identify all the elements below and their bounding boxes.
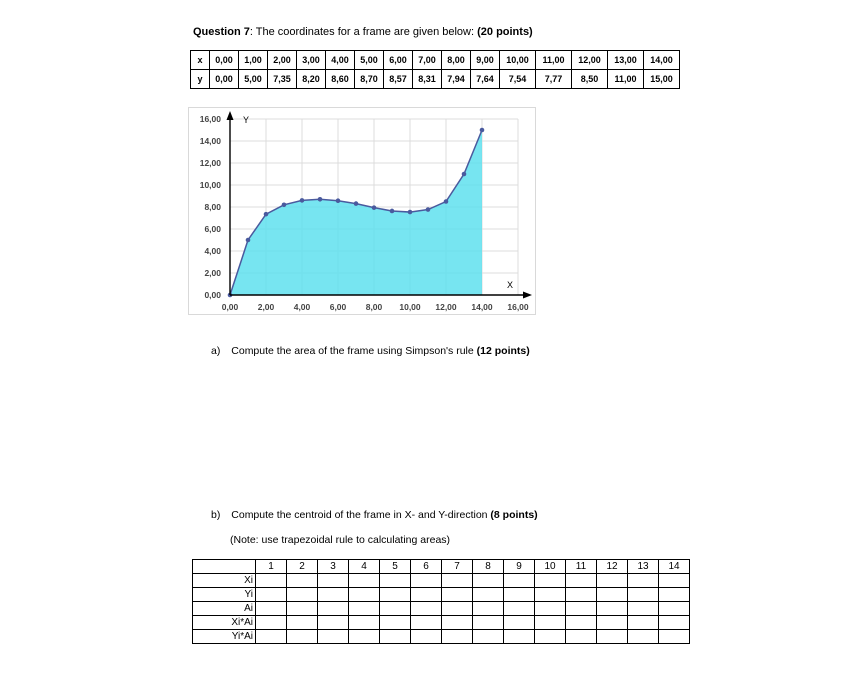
answer-cell[interactable]	[659, 574, 690, 588]
answer-cell[interactable]	[442, 588, 473, 602]
data-point	[408, 210, 413, 215]
y-tick-label: 0,00	[204, 290, 221, 300]
column-header-cell: 2	[287, 560, 318, 574]
x-tick-label: 14,00	[471, 302, 493, 312]
question-text: : The coordinates for a frame are given below:	[249, 26, 478, 38]
x-value-cell: 2,00	[268, 51, 297, 70]
answer-cell[interactable]	[256, 574, 287, 588]
answer-cell[interactable]	[349, 630, 380, 644]
y-tick-label: 4,00	[204, 246, 221, 256]
x-tick-label: 2,00	[257, 302, 275, 312]
answer-cell[interactable]	[380, 574, 411, 588]
y-tick-label: 14,00	[199, 136, 221, 146]
x-tick-label: 12,00	[435, 302, 457, 312]
answer-cell[interactable]	[380, 588, 411, 602]
answer-table	[192, 559, 690, 644]
x-value-cell: 5,00	[355, 51, 384, 70]
answer-cell[interactable]	[473, 588, 504, 602]
question-heading	[193, 26, 533, 38]
answer-cell[interactable]	[349, 616, 380, 630]
y-value-cell: 7,54	[500, 70, 536, 89]
row-label-cell: Xi*Ai	[193, 616, 256, 630]
data-point	[264, 212, 269, 217]
answer-cell[interactable]	[659, 630, 690, 644]
answer-cell[interactable]	[473, 630, 504, 644]
x-value-cell: 8,00	[442, 51, 471, 70]
answer-cell[interactable]	[566, 602, 597, 616]
column-header-cell: 5	[380, 560, 411, 574]
answer-cell[interactable]	[628, 602, 659, 616]
y-value-cell: 8,20	[297, 70, 326, 89]
area-chart	[188, 107, 538, 317]
answer-cell[interactable]	[473, 574, 504, 588]
answer-cell[interactable]	[659, 602, 690, 616]
x-tick-label: 8,00	[365, 302, 383, 312]
x-value-cell: 1,00	[239, 51, 268, 70]
x-value-cell: 0,00	[210, 51, 239, 70]
data-point	[372, 205, 377, 210]
answer-cell[interactable]	[380, 602, 411, 616]
answer-cell[interactable]	[287, 588, 318, 602]
x-row	[191, 51, 680, 70]
data-point	[426, 207, 431, 212]
answer-cell[interactable]	[349, 574, 380, 588]
data-point	[282, 203, 287, 208]
y-value-cell: 7,35	[268, 70, 297, 89]
corner-cell	[193, 560, 256, 574]
data-point	[246, 238, 251, 243]
part-b-text: Compute the centroid of the frame in X- and Y-direction	[231, 509, 491, 521]
answer-cell[interactable]	[504, 630, 535, 644]
y-value-cell: 8,31	[413, 70, 442, 89]
y-value-cell: 7,77	[536, 70, 572, 89]
y-value-cell: 8,70	[355, 70, 384, 89]
answer-cell[interactable]	[442, 616, 473, 630]
answer-cell[interactable]	[318, 602, 349, 616]
answer-cell[interactable]	[287, 616, 318, 630]
answer-cell[interactable]	[535, 588, 566, 602]
y-value-cell: 8,50	[572, 70, 608, 89]
table-row	[193, 574, 690, 588]
answer-cell[interactable]	[473, 616, 504, 630]
x-tick-label: 4,00	[293, 302, 311, 312]
question-label: Question 7	[193, 26, 250, 38]
y-value-cell: 7,94	[442, 70, 471, 89]
answer-cell[interactable]	[256, 630, 287, 644]
column-header-cell: 11	[566, 560, 597, 574]
answer-cell[interactable]	[287, 602, 318, 616]
x-tick-label: 0,00	[221, 302, 239, 312]
answer-cell[interactable]	[411, 602, 442, 616]
answer-cell[interactable]	[566, 588, 597, 602]
answer-cell[interactable]	[566, 616, 597, 630]
y-value-cell: 7,64	[471, 70, 500, 89]
answer-cell[interactable]	[318, 574, 349, 588]
answer-cell[interactable]	[628, 574, 659, 588]
answer-cell[interactable]	[411, 574, 442, 588]
answer-cell[interactable]	[473, 602, 504, 616]
answer-cell[interactable]	[535, 602, 566, 616]
y-value-cell: 11,00	[608, 70, 644, 89]
answer-cell[interactable]	[256, 588, 287, 602]
x-value-cell: 13,00	[608, 51, 644, 70]
table-row	[193, 588, 690, 602]
y-tick-label: 12,00	[199, 158, 221, 168]
column-header-cell: 9	[504, 560, 535, 574]
data-point	[354, 201, 359, 206]
part-b-question	[211, 509, 538, 521]
answer-cell[interactable]	[349, 602, 380, 616]
answer-cell[interactable]	[504, 574, 535, 588]
y-axis-label: Y	[242, 115, 250, 125]
part-a-text: Compute the area of the frame using Simpson's rule	[231, 345, 477, 357]
column-header-cell: 1	[256, 560, 287, 574]
answer-cell[interactable]	[597, 588, 628, 602]
answer-cell[interactable]	[597, 630, 628, 644]
answer-cell[interactable]	[597, 616, 628, 630]
answer-cell[interactable]	[349, 588, 380, 602]
data-point	[300, 198, 305, 203]
x-value-cell: 10,00	[500, 51, 536, 70]
answer-cell[interactable]	[380, 630, 411, 644]
y-tick-label: 16,00	[199, 114, 221, 124]
answer-cell[interactable]	[256, 616, 287, 630]
answer-cell[interactable]	[504, 588, 535, 602]
data-point	[390, 209, 395, 214]
answer-cell[interactable]	[318, 588, 349, 602]
answer-cell[interactable]	[535, 616, 566, 630]
answer-cell[interactable]	[504, 602, 535, 616]
answer-cell[interactable]	[287, 574, 318, 588]
y-header-cell: y	[191, 70, 210, 89]
answer-cell[interactable]	[566, 574, 597, 588]
y-value-cell: 15,00	[644, 70, 680, 89]
y-tick-label: 6,00	[204, 224, 221, 234]
answer-cell[interactable]	[442, 574, 473, 588]
part-b-note: (Note: use trapezoidal rule to calculating areas)	[230, 534, 451, 546]
data-point	[318, 197, 323, 202]
answer-cell[interactable]	[535, 630, 566, 644]
column-header-cell: 8	[473, 560, 504, 574]
question-points: (20 points)	[477, 26, 533, 38]
answer-cell[interactable]	[411, 616, 442, 630]
answer-cell[interactable]	[628, 588, 659, 602]
table-row	[193, 602, 690, 616]
y-tick-label: 10,00	[199, 180, 221, 190]
row-label-cell: Yi*Ai	[193, 630, 256, 644]
data-point	[444, 199, 449, 204]
answer-cell[interactable]	[256, 602, 287, 616]
answer-cell[interactable]	[442, 630, 473, 644]
y-value-cell: 8,60	[326, 70, 355, 89]
answer-cell[interactable]	[535, 574, 566, 588]
part-b-points: (8 points)	[490, 509, 538, 521]
part-a-points: (12 points)	[476, 345, 530, 357]
x-tick-label: 6,00	[329, 302, 347, 312]
answer-cell[interactable]	[597, 602, 628, 616]
answer-cell[interactable]	[287, 630, 318, 644]
column-header-cell: 6	[411, 560, 442, 574]
answer-cell[interactable]	[411, 630, 442, 644]
x-value-cell: 14,00	[644, 51, 680, 70]
row-label-cell: Ai	[193, 602, 256, 616]
y-value-cell: 0,00	[210, 70, 239, 89]
answer-cell[interactable]	[628, 630, 659, 644]
x-tick-label: 16,00	[507, 302, 529, 312]
x-value-cell: 9,00	[471, 51, 500, 70]
answer-cell[interactable]	[628, 616, 659, 630]
data-point	[336, 198, 341, 203]
x-value-cell: 4,00	[326, 51, 355, 70]
table-row	[193, 616, 690, 630]
y-tick-label: 2,00	[204, 268, 221, 278]
answer-cell[interactable]	[318, 616, 349, 630]
answer-cell[interactable]	[411, 588, 442, 602]
answer-cell[interactable]	[597, 574, 628, 588]
coordinates-table	[190, 50, 680, 89]
y-row	[191, 70, 680, 89]
part-b-label: b)	[211, 509, 221, 521]
column-header-cell: 4	[349, 560, 380, 574]
answer-cell[interactable]	[442, 602, 473, 616]
table-row	[193, 630, 690, 644]
answer-cell[interactable]	[318, 630, 349, 644]
x-axis-label: X	[506, 280, 514, 290]
answer-cell[interactable]	[566, 630, 597, 644]
part-a-label: a)	[211, 345, 221, 357]
data-point	[462, 172, 467, 177]
x-value-cell: 6,00	[384, 51, 413, 70]
part-a-question	[211, 345, 530, 357]
column-header-cell: 13	[628, 560, 659, 574]
answer-cell[interactable]	[504, 616, 535, 630]
x-axis-arrow	[523, 292, 532, 299]
row-label-cell: Yi	[193, 588, 256, 602]
answer-header-row	[193, 560, 690, 574]
y-value-cell: 5,00	[239, 70, 268, 89]
row-label-cell: Xi	[193, 574, 256, 588]
y-tick-label: 8,00	[204, 202, 221, 212]
x-header-cell: x	[191, 51, 210, 70]
answer-cell[interactable]	[380, 616, 411, 630]
data-point	[480, 128, 485, 133]
column-header-cell: 10	[535, 560, 566, 574]
x-value-cell: 11,00	[536, 51, 572, 70]
x-value-cell: 12,00	[572, 51, 608, 70]
answer-cell[interactable]	[659, 588, 690, 602]
x-tick-label: 10,00	[399, 302, 421, 312]
column-header-cell: 3	[318, 560, 349, 574]
x-value-cell: 7,00	[413, 51, 442, 70]
column-header-cell: 14	[659, 560, 690, 574]
x-value-cell: 3,00	[297, 51, 326, 70]
column-header-cell: 12	[597, 560, 628, 574]
column-header-cell: 7	[442, 560, 473, 574]
y-axis-arrow	[227, 111, 234, 120]
y-value-cell: 8,57	[384, 70, 413, 89]
answer-cell[interactable]	[659, 616, 690, 630]
